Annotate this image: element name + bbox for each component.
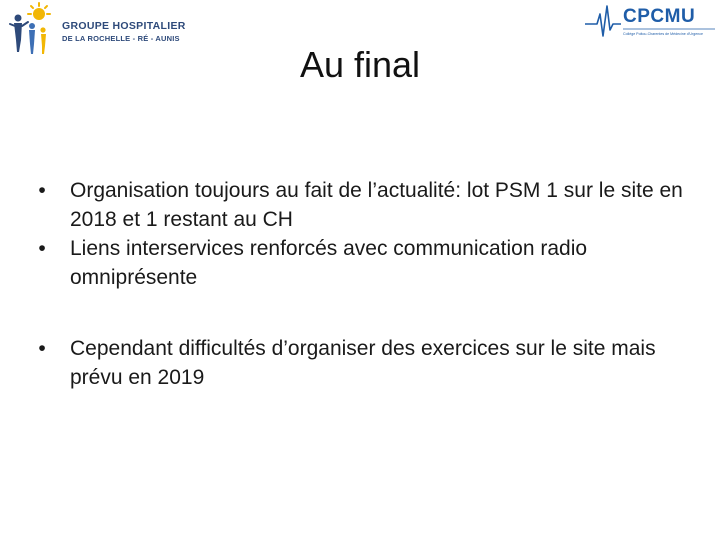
bullet-item [32,176,692,234]
bullet-item [32,334,692,392]
logo-left-line1: GROUPE HOSPITALIER [62,20,186,32]
logo-right-name: CPCMU [623,6,696,27]
bullet-item [32,234,692,292]
bullet-marker: • [38,237,46,260]
bullet-text: Cependant difficultés d’organiser des exercices sur le site mais prévu en 2019 [70,337,656,389]
bullet-marker: • [38,179,46,202]
logo-right-tagline: Collège Poitou-Charentes de Médecine d'Urgence [623,32,703,36]
cpcmu-logo [585,2,717,46]
bullet-text: Organisation toujours au fait de l’actualité: lot PSM 1 sur le site en 2018 et 1 restant au CH [70,179,683,231]
bullet-marker: • [38,337,46,360]
bullet-text: Liens interservices renforcés avec communication radio omniprésente [70,237,588,289]
bullet-list [32,176,692,392]
slide-title: Au final [299,44,421,85]
logo-left-line2: DE LA ROCHELLE - RÉ - AUNIS [62,34,180,43]
